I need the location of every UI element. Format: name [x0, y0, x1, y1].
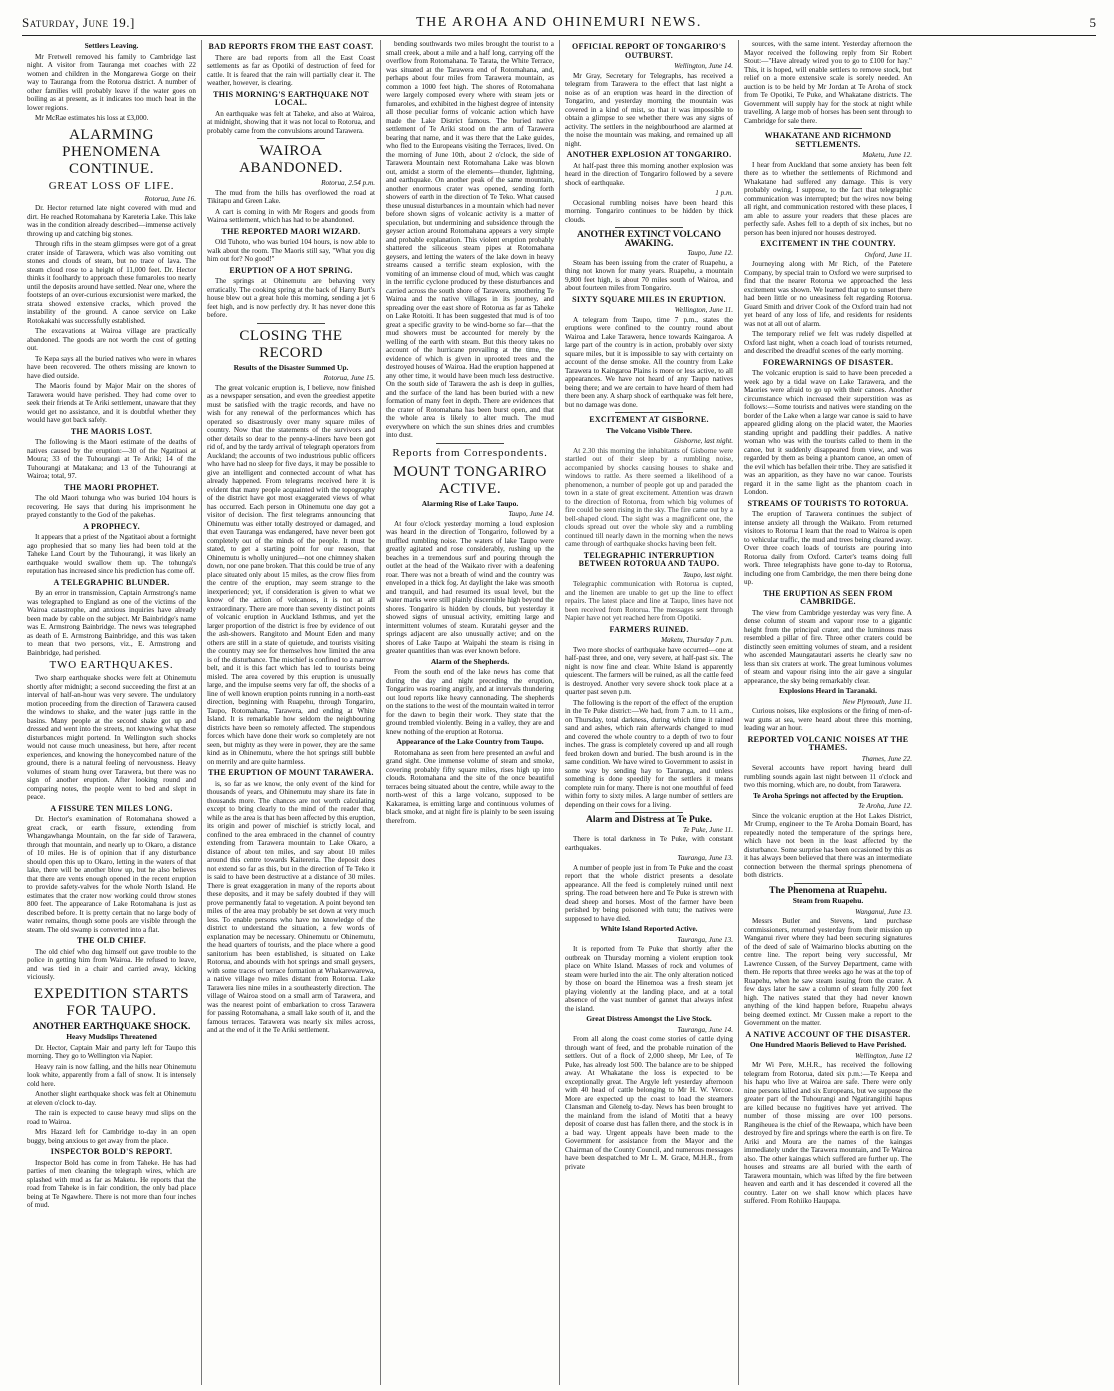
paragraph: Curious noises, like explosions or the firing of men-of-war guns at sea, were heard about three this morning, leading war an hour. — [744, 707, 912, 732]
paragraph: Two sharp earthquake shocks were felt at Ohinemutu shortly after midnight; a second succeeding the first at an interval of half-an-hour was very severe. The undulatory motion proceeding from the direction of Tarawera caused the windows to shake, and the water jugs rattle in the basins. Many people at the second shake got up and dressed and went into the streets, not knowing what these disturbances might portend. In Wellington such shocks would not cause much uneasiness, but here, after recent experiences, and knowing the honeycombed nature of the ground, there is a natural feeling of nervousness. Heavy volumes of steam hung over Tarawera, but there was no sign of another eruption. After looking round and comparing notes, the people went to bed and slept in peace. — [27, 674, 196, 801]
paragraph: Mrs Hazard left for Cambridge to-day in an open buggy, being anxious to get away from the place. — [27, 1128, 196, 1145]
paragraph: Two more shocks of earthquake have occurred—one at half-past three, and one, very severe, at half-past six. The night is now fine and clear. White Island is apparently quiescent. The farmers will be ruined, as all the cattle feed is destroyed. Another very severe shock took place at a quarter past seven p.m. — [565, 645, 733, 696]
headline: FARMERS RUINED. — [609, 624, 689, 634]
headline: ERUPTION OF A HOT SPRING. — [229, 265, 353, 275]
dateline: 1 p.m. — [715, 189, 733, 197]
paragraph: The great volcanic eruption is, I believe, now finished as a newspaper sensation, and even the greediest appetite must be satisfied with the tragic records, and have no wish for any renewal of the performances which has operated so disastrously over many square miles of country. Now that the statements of the survivors and other details so dear to the penny-a-liners have been got rid of, and by the tardy arrival of telegraph operators from Auckland; the accounts of two industrious public officers who have had no sleep for five days, it may be possible to give an intelligent and connected account of what has already happened. From telegrams received here it is evident that many people acquainted with the topography of the district have got most exaggerated views of what has occurred. Each person in Ohinemutu one day got a visitor of decision. The first telegrams announcing that Ohinemutu was either totally destroyed or damaged, and that even Tauranga was endangered, have never been got completely out of the minds of the people. It must be stated, to get a starting point for our reason, that Ohinemutu is wholly uninjured—not one chimney shaken down, nor one pane broken. That this could be true of any place situated only about 15 miles, as the crow flies from the centre of the eruption, may seem strange to the inexperienced; yet, if consideration is given to what we know of the action of volcanoes, it is not at all extraordinary. There are more than seventy distinct points of volcanic eruption in Auckland Isthmus, and yet the larger proportion of the district is free by evidence of out the ash-showers. Rangitoto and Mount Eden and many others are still in a state of quietude, and tourists visiting the country may see for themselves how limited the area is of the disturbance. The mischief is confined to a narrow belt, and it is this fact which has led to tourists being misled. The area covered by this eruption is unusually large, and the impulse seems very far off, the shocks of a line of well known eruption points running in a north-east direction, beginning with Ruapehu, through Tongariro, Taupo, Rotomahana, Tarawera, and ending at White Island. It is remarkable how seldom the neighbouring districts have been so remotely affected. The stupendous forces which have done their work so completely are not seen, but mighty as they were in power, they are the same kind as in Ohinemutu, where the hot springs still bubble on merrily and are quite harmless. — [207, 383, 375, 766]
headline: Appearance of the Lake Country from Taupo. — [396, 737, 544, 746]
headline: EXPEDITION STARTS FOR TAUPO. — [33, 985, 190, 1019]
headline: THE ERUPTION OF MOUNT TARAWERA. — [208, 768, 374, 777]
headline: THE REPORTED MAORI WIZARD. — [221, 226, 361, 236]
dateline: Tauranga, June 13. — [677, 854, 733, 862]
paragraph: The view from Cambridge yesterday was very fine. A dense column of steam and vapour rose to a gigantic height from the principal crater, and the luminous mass resembled a pillar of fire. Three other craters could be distinctly seen emitting volumes of steam, and a resident who ascended Maungatautari asserts he clearly saw no less than six craters at work. The great luminous volumes of steam and vapour rising into the air gave a singular appearance, the sky being remarkably clear. — [744, 608, 912, 685]
divider — [257, 323, 324, 324]
paragraph: Several accounts have report having heard dull rumbling sounds again last night between 11 o'clock and two this morning, which are, no doubt, from Tarawera. — [744, 764, 912, 789]
headline: MOUNT TONGARIRO ACTIVE. — [393, 463, 547, 497]
dateline: Taupo, last night. — [682, 570, 733, 579]
headline: CLOSING THE RECORD — [239, 327, 343, 361]
paragraph: An earthquake was felt at Taheke, and also at Wairoa, at midnight, showing that it was not local to Rotorua, and probably came from the convulsions around Tarawera. — [207, 109, 375, 135]
paragraph: A cart is coming in with Mr Rogers and goods from Wairoa settlement, which has had to be abandoned. — [207, 207, 375, 224]
paragraph: From the south end of the lake news has come that during the day and night preceding the eruption, Tongariro was roaring angrily, and at intervals thundering out loud reports like heavy cannonading. The shepherds on the stations to the west of the mountain waited in terror for the dawn to begin their work. They state that the ground trembled violently. Being in a valley, they are and knew nothing of the eruption at Rotorua. — [386, 668, 554, 736]
headline: The Phenomena at Ruapehu. — [769, 885, 887, 896]
column-4 — [559, 40, 738, 1385]
headline: THE MAORI PROPHET. — [64, 482, 159, 492]
headline: Explosions Heard in Taranaki. — [779, 686, 877, 695]
paragraph: A telegram from Taupo, time 7 p.m., states the eruptions were confined to the country round about Wairoa and Lake Tarawera, hence towards Kaingaroa. A large part of the country is in action, probably over sixty square miles, but it is impossible to say with certainty on account of the dense smoke. All the country from Lake Tarawera to Kaingaroa Plains is more or less active, to all appearances. We have not heard of any Taupo natives being there; and we are certain to have heard of them had there been any. A sharp shock of earthquake was felt here, but no damage was done. — [565, 315, 733, 409]
paragraph: By an error in transmission, Captain Armstrong's name was telegraphed to England as one of the victims of the Wairoa catastrophe, and anxious inquiries have already been made by cable on the subject. Mr Bainbridge's name was E. Armstrong Bainbridge. The news was telegraphed as death of E. Armstrong Bainbridge, and this was taken to mean that two persons, viz., E. Armstrong and Bainbridge, had perished. — [27, 589, 196, 657]
column-2 — [201, 40, 380, 1385]
headline: THE OLD CHIEF. — [76, 936, 147, 945]
dateline: Thames, June 22. — [861, 754, 912, 763]
paragraph: I hear from Auckland that some anxiety has been felt there as to whether the settlements of Richmond and Whakatane had suffered any damage. This is very probably owing, I suppose, to the fact that telegraphic communication was interrupted; but the wires now being all right, and communication restored with these places, I am able to assure your readers that these places are perfectly safe. Ashes fell to a depth of six inches, but no person has been injured nor houses destroyed. — [744, 160, 912, 237]
column-5 — [738, 40, 917, 1385]
dateline: Rotorua, June 15. — [323, 374, 375, 382]
paragraph: Heavy rain is now falling, and the hills near Ohinemutu look white, apparently from a fall of snow. It is intensely cold here. — [27, 1062, 196, 1088]
paragraph: There are bad reports from all the East Coast settlements as far as Opotiki of destruction of feed for cattle. It is feared that the rain will partially clear it. The weather, however, is clearing. — [207, 53, 375, 87]
paragraph: Rotomahana as seen from here presented an awful and grand sight. One immense volume of steam and smoke, covering probably fifty square miles, rises high up into clouds. Rotomahana and the site of the once beautiful terraces being situated about the centre, while away to the north-west of this a large volcano, supposed to be Kakaramea, is emitting large and continuous volumes of black smoke, and at night fire is plainly to be seen issuing therefrom. — [386, 748, 554, 825]
paragraph: The temporary relief we felt was rudely dispelled at Oxford last night, when a coach load of tourists returned, and described the dreadful scenes of the early morning. — [744, 330, 912, 355]
paragraph: At half-past three this morning another explosion was heard in the direction of Tongariro followed by a severe shock of earthquake. — [565, 161, 733, 187]
headline: GREAT LOSS OF LIFE. — [48, 179, 175, 192]
dateline: Wanganui, June 13. — [855, 907, 912, 916]
dateline: Tauranga, June 14. — [677, 1025, 733, 1034]
divider — [436, 443, 503, 444]
headline: TWO EARTHQUAKES. — [49, 659, 174, 671]
dateline: Tauranga, June 13. — [677, 935, 733, 944]
headline: ALARMING PHENOMENA CONTINUE. — [62, 126, 161, 177]
divider — [794, 883, 861, 884]
headline: Alarming Rise of Lake Taupo. — [421, 498, 519, 508]
dateline: Te Puke, June 11. — [682, 825, 733, 834]
paragraph: Messrs Butler and Stevens, land purchase commissioners, returned yesterday from their mission up Wanganui river where they had been securing signatures of the deed of sale of Waimarino blocks abutting on the centre line. The report being very successful, Mr Lawrence Cussen, of the Survey Department, came with them. He reports that three weeks ago he was at the top of Ruapehu, when he saw steam issuing from the crater. A few days later he saw a column of steam fully 200 feet high. The natives stated that they had never known anything of the kind happen before, Ruapehu always being deemed extinct. Mr Cussen make a report to the Government on the matter. — [744, 917, 912, 1027]
headline: Steam from Ruapehu. — [792, 896, 864, 905]
dateline: Wellington, June 12 — [854, 1051, 912, 1060]
paragraph: sources, with the same intent. Yesterday afternoon the Mayor received the following reply from Sir Robert Stout:—"Have already wired you to go to £100 for hay." This, it is hoped, will enable settlers to remove stock, but relief on a more extensive scale is sorely needed. An auction is to be held by Mr Jordan at Te Aroha of stock from Te Opotiki, Te Puke, and Whakatane districts. The Government will supply hay for the stock at night while travelling. A large mob of horses has been sent through to Cambridge for sale there. — [744, 40, 912, 125]
paragraph: It appears that a priest of the Ngatitaoi about a fortnight ago prophesied that so many lies had been told at the Taheke Land Court by the Tuhourangi, it was likely an earthquake would swallow them up. The tohunga's reputation has increased since his prediction has come off. — [27, 533, 196, 575]
headline: WHAKATANE AND RICHMOND SETTLEMENTS. — [764, 131, 892, 149]
dateline: Rotorua, 2.54 p.m. — [321, 179, 375, 187]
paragraph: Journeying along with Mr Rich, of the Patetere Company, by special train to Oxford we were surprised to find that the nearer Rotorua we approached the less excitement was shown. We learned that up to sunset there had been little or no uneasiness felt regarding Rotorua. Guard Smith and driver Cook of the Oxford train had not yet heard of any loss of life, and residents for residents was not at all out of alarm. — [744, 260, 912, 328]
paragraph: The old chief who dug himself out gave trouble to the police in getting him from Wairoa. He refused to leave, and was tied in a chair and carried away, kicking viciously. — [27, 947, 196, 981]
headline: Alarm of the Shepherds. — [430, 656, 510, 666]
paragraph: The following is the report of the effect of the eruption in the Te Puke district:—We had, from 7 a.m. to 11 a.m., on Thursday, total darkness, during which time it rained sand and ashes, which rain afterwards changed to mud and covered the whole country to a depth of two to four inches. The grass is completely covered up and all rough feed broken down and buried. The bush around is in the same condition. We have wired to Government to assist in some way by sending hay to Tauranga, and unless something is done speedily for the settlers it means complete ruin for many. There is not one mouthful of feed within forty to sixty miles. A large number of settlers are depending on their cows for a living. — [565, 698, 733, 809]
headline: A TELEGRAPHIC BLUNDER. — [53, 577, 170, 587]
dateline: Taupo, June 14. — [508, 510, 554, 518]
headline: Heavy Mudslips Threatened — [66, 1032, 157, 1041]
newspaper-title: THE AROHA AND OHINEMURI NEWS. — [416, 14, 702, 30]
newspaper-page — [22, 40, 1096, 1385]
headline: BAD REPORTS FROM THE EAST COAST. — [208, 42, 374, 51]
headline: EXCITEMENT AT GISBORNE. — [589, 415, 709, 424]
paragraph: Mr Fretwell removed his family to Cambridge last night. A visitor from Tauranga met coaches with 22 women and children in the Mongarewa Gorge on their way to Tauranga from the Rotorua district. A number of other families will probably leave if the water goes on boiling as at present, as it indicates too much heat in the lower regions. — [27, 52, 196, 112]
divider — [794, 128, 861, 129]
headline: Results of the Disaster Summed Up. — [233, 362, 349, 372]
headline: FOREWARNINGS OF DISASTER. — [762, 357, 894, 367]
page-number: 5 — [1089, 14, 1096, 30]
paragraph: The springs at Ohinemutu are behaving very erratically. The cooking spring at the back of Harry Burt's house blew out a great hole this morning, sending a jet 6 feet high, and is now perfectly dry. It has never done this before. — [207, 277, 375, 319]
headline: ANOTHER EXTINCT VOLCANO AWAKING. — [576, 230, 722, 249]
paragraph: Since the volcanic eruption at the Hot Lakes District, Mr Crump, engineer to the Te Aroha Domain Board, has repeatedly noted the temperature of the springs here, which have not been in the least affected by the disturbance. Some surprise has been occasioned by this as it has always been believed that there was an intermediate connection between the thermal springs phenomena of both districts. — [744, 811, 912, 879]
headline: Settlers Leaving. — [84, 41, 139, 50]
issue-date: Saturday, June 19.] — [22, 14, 135, 30]
paragraph: Through rifts in the steam glimpses were got of a great crater inside of Tarawera, which was also vomiting out stones and clouds of steam, but no trace of lava. The steam cloud rose to a height of 11,000 feet. Dr. Hector thinks it foolhardy to approach these fumaroles too nearly until the deposits around have settled. Near one, where the footsteps of an over-curious excursionist were marked, the strata showed extensive cracks, which proved the instability of the ground. A canoe service on Lake Rotokakahi was successfully established. — [27, 240, 196, 325]
dateline: New Plymouth, June 11. — [842, 697, 912, 706]
paragraph: The excavations at Wairoa village are practically abandoned. The goods are not worth the cost of getting out. — [27, 327, 196, 352]
dateline: Gisborne, last night. — [673, 437, 733, 445]
paragraph: The mud from the hills has overflowed the road at Tikitapu and Green Lake. — [207, 188, 375, 205]
dateline: Rotorua, June 16. — [144, 194, 196, 203]
headline: REPORTED VOLCANIC NOISES AT THE THAMES. — [747, 734, 909, 752]
dateline: Maketu, June 12. — [862, 151, 912, 159]
paragraph: Dr. Hector returned late night covered with mud and dirt. He reached Rotomahana by Kareteria Lake. This lake was in the condition already described—immense actively throwing up and catching big stones. — [27, 204, 196, 238]
paragraph: Steam has been issuing from the crater of Ruapehu, a thing not known for many years. Ruapehu, a mountain 9,800 feet high, is about 70 miles south of Wairoa, and about fourteen miles from Tongariro. — [565, 258, 733, 292]
divider — [615, 412, 682, 413]
paragraph: Dr. Hector, Captain Mair and party left for Taupo this morning. They go to Wellington via Napier. — [27, 1043, 196, 1060]
divider — [615, 227, 682, 228]
headline: ANOTHER EARTHQUAKE SHOCK. — [32, 1021, 191, 1032]
paragraph: Inspector Bold has come in from Taheke. He has had parties of men cleaning the telegraph wires, which are splashed with mud as far as Maketu. He reports that the road from Taheke is in fair condition, the only bad place being at Te Ngawhere. There is not more than four inches of mud. — [27, 1158, 196, 1209]
paragraph: Te Kepa says all the buried natives who were in whares have been recovered. The others missing are known to have died outside. — [27, 354, 196, 380]
headline: TELEGRAPHIC INTERRUPTION BETWEEN ROTORUA AND TAUPO. — [578, 550, 720, 568]
headline: Te Aroha Springs not affected by the Eruption. — [752, 790, 904, 800]
divider — [257, 138, 324, 139]
headline: White Island Reported Active. — [600, 924, 698, 933]
paragraph: is, so far as we know, the only event of the kind for thousands of years, and Ohinemutu may share its fate in thousands more. The chances are not worth calculating except to bring clearly to the mind of the reader that, while as the area is that has been affected by this eruption, its origin and power of mischief is strictly local, and confined to the area embraced in the channel of country extending from Tarawera mountain to Lake Okaro, a distance of about ten miles, and say about 10 miles around this centre towards Kaitereria. The deposit does not extend so far as this, but in the direction of Te Teko it is said to have been destructive at a distance of 30 miles. There is great exaggeration in many of the reports about these deposits, and it may be safely doubted if they will prove permanently fatal to vegetation. A point beyond ten miles of the area may probably be set down at very much less. To enable persons who have no knowledge of the district to understand the situation, a few words of explanation may be necessary. Ohinemutu or Ohinemutu, the head quarters of tourists, and the place where a good sanitorium has been established, is situated on Lake Rotorua, and abounds with hot springs and small geysers, with some traces of terrace formation at Whakarewarewa, a native village two miles distant from Rotorua. Lake Tarawera lies nine miles in a southeasterly direction. The village of Wairoa stood on a small arm of Tarawera, and was the nearest point of embarkation to cross Tarawera for passing Rotomahana, a small lake south of it, and the famous terraces. Tarawera was nearly six miles across, and at the end of it the Te Ariki settlement. — [207, 779, 375, 1034]
dateline: Te Aroha, June 12. — [858, 802, 912, 810]
headline: A NATIVE ACCOUNT OF THE DISASTER. — [745, 1029, 911, 1039]
paragraph: Mr Gray, Secretary for Telegraphs, has received a telegram from Tarawera to the effect that last night a noise as of an eruption was heard in the direction of Tongariro, and yesterday morning the mountain was covered in a kind of mist, so that it was impossible to obtain a glimpse to see whether there was any signs of activity. The settlers in the neighbourhood are alarmed at the noise the mountain was making, and remained up all night. — [565, 71, 733, 148]
dateline: Taupo, June 12. — [687, 249, 733, 257]
headline: SIXTY SQUARE MILES IN ERUPTION. — [572, 294, 726, 304]
headline: EXCITEMENT IN THE COUNTRY. — [760, 239, 896, 248]
dateline: Oxford, June 11. — [864, 250, 912, 259]
paragraph: Another slight earthquake shock was felt at Ohinemutu at eleven o'clock to-day. — [27, 1090, 196, 1107]
headline: One Hundred Maoris Believed to Have Perished. — [749, 1040, 907, 1049]
paragraph: At four o'clock yesterday morning a loud explosion was heard in the direction of Tongariro, followed by a muffled rumbling noise. The waters of lake Taupo were greatly agitated and rose considerably, rushing up the beaches in a tremendous surf and pouring through the outlet at the head of the Waikato river with a deafening roar. There was not a breath of wind and the country was enveloped in a thick fog. At daylight the lake was smooth and tranquil, and had resumed its usual level, but the water marks were still plainly discernible high beyond the shores. Tongariro is hidden by clouds, but yesterday it showed signs of unusual activity, emitting large and intermittent volumes of steam. Kuratahi geyser and the springs adjacent are also unusually active; and on the shores of Lake Taupo at Waipahi the steam is rising in greater quantities than was ever known before. — [386, 519, 554, 655]
headline: THE MAORIS LOST. — [70, 426, 153, 436]
paragraph: The following is the Maori estimate of the deaths of natives caused by the eruption:—30 of the Ngatitaoi at Moura; 33 of the Tuhourangi at Te Ariki; 14 of the Tuhourangi at Matakana; and 13 of the Tuhourangi at Wairoa; total, 97. — [27, 438, 196, 480]
paragraph: At 2.30 this morning the inhabitants of Gisborne were startled out of their sleep by a rumbling noise, accompanied by shocks causing houses to shake and windows to rattle. As there seemed a likelihood of a phenomenon, a number of people got up and paraded the town in a state of great excitement. Attention was drawn to the direction of Rotorua, from which big volumes of fire could be seen rising in the sky. The fire came out by a bell-shaped cloud. The sight was a magnificent one, the clouds spread out over the whole sky and a rumbling continued till nearly dawn in the morning when the news came through of earthquake shocks having been felt. — [565, 446, 733, 548]
headline: Great Distress Amongst the Live Stock. — [586, 1014, 712, 1023]
paragraph: The volcanic eruption is said to have been preceded a week ago by a tidal wave on Lake Tarawera, and the Maories were afraid to go up with their canoes. Another circumstance which increased their superstition was as follows:—Some tourists and natives were standing on the border of the Lake when a large war canoe is said to have appeared gliding along on the placid water, the Maories standing upright and paddling their paddles. A native woman who was with the tourists called to them in the canoe, but it suddenly disappeared from view, and was regarded by them as being a phantom canoe, an omen of the evil which has befallen their tribe. They are satisfied it was an apparition, as they have no war canoe. Tourists regard it in the same light as the phantom coach in London. — [744, 369, 912, 496]
dateline: Wellington, June 14. — [674, 62, 733, 70]
headline: STREAMS OF TOURISTS TO ROTORUA. — [747, 498, 909, 508]
headline: ANOTHER EXPLOSION AT TONGARIRO. — [566, 150, 732, 159]
column-3 — [380, 40, 559, 1385]
headline: THIS MORNING'S EARTHQUAKE NOT LOCAL. — [213, 89, 369, 107]
headline: A PROPHECY. — [83, 521, 140, 531]
headline: A FISSURE TEN MILES LONG. — [50, 803, 173, 813]
paragraph: The Maoris found by Major Mair on the shores of Tarawera would have perished. They had come over to seek their friends at Te Ariki settlement, unaware that they would get no assistance, and it is doubtful whether they would have got back safely. — [27, 382, 196, 424]
column-1 — [22, 40, 201, 1385]
dateline: Maketu, Thursday 7 p.m. — [661, 636, 733, 644]
masthead — [22, 10, 1096, 36]
paragraph: Occasional rumbling noises have been heard this morning. Tongariro continues to be hidden by thick clouds. — [565, 198, 733, 224]
paragraph: bending southwards two miles brought the tourist to a small creek, about a mile and a half long, carrying off the overflow from Rotomahana. Te Tarata, the White Terrace, was situated at the Tarawera end of Rotomahana, and, perhaps about four miles from Tarawera mountain, as common a 1000 feet high. The shores of Rotomahana were largely composed every where with steam jets or fumaroles, and exhibited in the highest degree of intensity all those peculiar forms of volcanic action which have made the Lake District famous. The buried native settlement of Te Ariki stood on the arm of Tarawera bearing that name, and it was there that the Lake guides, who fled to the Europeans visiting the Terraces, lived. On the morning of June 10th, about 2 o'clock, the side of Tarawera Mountain next Rotomahana Lake was blown out, amidst a storm of the elements—thunder, lightning, and earthquake. On another peak of the same mountain, another enormous crater was opened, sending forth showers of earth in the direction of Te Teko. What caused these unusual disturbances in a mountain which had never before shown signs of volcanic activity is a matter of speculation, but undermining and subsidence through the geyser action around Rotomahana appears a very simple and probable explanation. This violent eruption probably shattered the siliceous steam pipes at Rotomahana geysers, and letting the waters of the lake down in heavy streams caused a terrific steam explosion, with the vomiting of an immense cloud of mud, which was caught in the terrific cyclone produced by these disturbances and carried across the south shore of Tarawera, smothering Te Wairoa and the native villages in its journey, and spreading over the east shore of Rotorua as far as Taheke on Lake Rotoiti. It has been suggested that mud is of too great a specific gravity to be wind-borne so far—that the mud showers must be accounted for merely by the welling of the earth with steam. But this theory takes no account of the hurricane prevailing at the time, the evidence of which is given in uprooted trees and the destroyed houses of Wairoa. Had the eruption happened at any other time, it would have been much less destructive. On the south side of Tarawera the ash is deep in gullies, and the surface of the land has been buried with a new formation of many feet in depth. There are evidences that the crater of Rotomahana has been burst open, and that the whole area is likely to alter much. The mud everywhere on which the sun shines dries and crumbles into dust. — [386, 40, 554, 439]
paragraph: The old Maori tohunga who was buried 104 hours is recovering. He says that during his imprisonment he prayed constantly to the God of the pakehas. — [27, 494, 196, 519]
headline: Alarm and Distress at Te Puke. — [586, 815, 712, 825]
headline: THE ERUPTION AS SEEN FROM CAMBRIDGE. — [763, 588, 893, 606]
headline: INSPECTOR BOLD'S REPORT. — [50, 1147, 173, 1156]
paragraph: Telegraphic communication with Rotorua is cupted, and the linemen are unable to get up the line to effect repairs. The latest place and line at Taupo, lines have not been received from Rotorua. The messages sent through Napier have not yet reached here from Opotiki. — [565, 580, 733, 622]
paragraph: Old Tuhoto, who was buried 104 hours, is now able to walk about the room. The Maoris still say, "What you dig him out for? No good!" — [207, 238, 375, 263]
paragraph: A number of people just in from Te Puke and the coast report that the whole district presents a desolate appearance. All the feed is completely ruined until next spring. The road between here and Te Puke is strewn with dead sheep and horses. Most of the farmer have been perished by being poisoned with tutu; the natives were supposed to have died. — [565, 863, 733, 923]
divider — [615, 812, 682, 813]
paragraph: It is reported from Te Puke that shortly after the outbreak on Thursday morning a violent eruption took place on White Island. Masses of rock and volumes of steam were hurled into the air. The only alteration noticed by those on board the Hinemoa was a fresh steam jet playing violently at the landing place, and at a total absence of the vast number of gannet that always infest the island. — [565, 945, 733, 1013]
paragraph: Mr McRae estimates his loss at £3,000. — [35, 114, 149, 122]
paragraph: Mr Wi Pere, M.H.R., has received the following telegram from Rotorua, dated six p.m.:—Te Keepa and his hapu who live at Wairoa are safe. There were only nine persons killed and six Europeans, but we suppose the greater part of the Tuhourangi and Ngatirangitihi hapus are killed because no fugitives have yet arrived. The number of those missing are over 100 persons. Rangiheuea is the chief of the Rewaapa, which have been destroyed by fire and springs where the earth is on fire. Te Ariki and Moura are the names of the kaingas immediately under the Tarawera mountain, and Te Wairoa also. The other kaingas which suffered are further up. The houses and streams are all buried with the earth of Tarawera mountain, which was lifted by the fire between heaven and earth and it has descended it covered all the country. Later on we shall know which places have suffered. From Rohiiko Haupapa. — [744, 1061, 912, 1205]
paragraph: The eruption of Tarawera continues the subject of intense anxiety all through the Waikato. From returned visitors to Rotorua I learn that the road to Wairoa is open to vehicular traffic, the mud and trees being cleared away. Over three coach loads of tourists are pouring into Rotorua daily from Oxford. Carter's teams doing full work. Three telegraphists have gone to-day to Rotorua, including one from Cambridge, the men there being done up. — [744, 510, 912, 586]
headline: OFFICIAL REPORT OF TONGARIRO'S OUTBURST. — [571, 42, 726, 60]
headline: The Volcano Visible There. — [606, 425, 692, 435]
headline: WAIROA ABANDONED. — [239, 143, 343, 176]
paragraph: The rain is expected to cause heavy mud slips on the road to Wairoa. — [27, 1109, 196, 1126]
paragraph: Dr. Hector's examination of Rotomahana showed a great crack, or earth fissure, extending from Whangawhanga Mountain, on the far side of Tarawera, through that mountain, and nearly up to Okaro, a distance of 10 miles. He is of opinion that if any disturbance should open this up to Okaro, letting in the waters of that lake, there will be another blow up, but he also believes that there are vents enough opened in the recent eruption to provide safety-valves for the whole North Island. He estimates that the crater now working could throw stones 800 feet. The appearance of Lake Rotomahana is just as described before. It is pretty certain that no large body of water remains, though some pools are visible through the steam. The old swamp is converted into a flat. — [27, 815, 196, 934]
dateline: Wellington, June 11. — [674, 306, 733, 314]
paragraph: From all along the coast come stories of cattle dying through want of feed, and the probable ruination of the settlers. Out of a flock of 2,000 sheep, Mr Lee, of Te Puke, has already lost 500. The balance are to be shipped away. At Whakatane the loss is expected to be exceptionally great. The Argyle left yesterday afternoon with 40 head of cattle belonging to Mr H. W. Vercoe. More are expected up the coast to load the steamers Clansman and Glenelg to-day. News has been brought to the mainland from the island of Motiti that a heavy deposit of coarse dust has fallen there, and the stock is in a bad way. Urgent appeals have been made to the Government for assistance from the Mayor and the Chairman of the County Council, and numerous messages have been despatched to Mr L. M. Grace, M.H.R., from private — [565, 1035, 733, 1171]
headline: Reports from Correspondents. — [392, 446, 548, 459]
paragraph: There is total darkness in Te Puke, with constant earthquakes. — [565, 835, 733, 852]
